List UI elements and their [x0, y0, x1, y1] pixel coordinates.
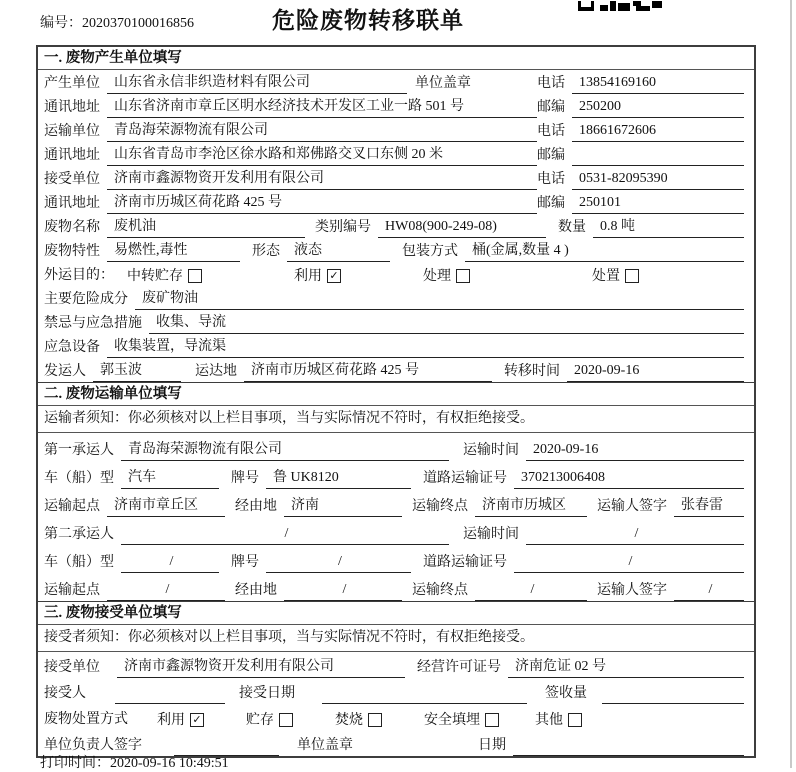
zip-label: 邮编 — [537, 196, 565, 211]
transport-time-value: / — [526, 526, 744, 545]
row-first-carrier — [38, 433, 754, 461]
vehicle-type-value: / — [121, 554, 219, 573]
acceptor-value — [115, 701, 225, 704]
address-label: 通讯地址 — [44, 100, 100, 115]
destination-value: 济南市历城区荷花路 425 号 — [244, 359, 492, 382]
waste-name-label: 废物名称 — [44, 220, 100, 235]
transporter-value: 青岛海荣源物流有限公司 — [107, 119, 537, 142]
route-via-value: 济南 — [284, 494, 402, 517]
waste-code-label: 类别编号 — [315, 220, 371, 235]
row-emergency-equipment — [38, 334, 754, 358]
print-time-label: 打印时间： — [40, 756, 110, 771]
address-value: 济南市历城区荷花路 425 号 — [107, 191, 537, 214]
transporter-notice: 运输者须知：你必须核对以上栏目事项，当与实际情况不符时，有权拒绝接受。 — [38, 406, 754, 433]
permit-label: 经营许可证号 — [417, 660, 501, 675]
transfer-manifest-form — [36, 45, 756, 758]
unit-signer-label: 单位负责人签字 — [44, 738, 142, 753]
row-transfer-purpose — [38, 262, 754, 286]
carrier-sign-label: 运输人签字 — [597, 499, 667, 514]
dispatcher-value: 郭玉波 — [93, 359, 181, 382]
row-hazard-component — [38, 286, 754, 310]
waste-qty-label: 数量 — [558, 220, 586, 235]
first-carrier-value: 青岛海荣源物流有限公司 — [121, 438, 449, 461]
phone-label: 电话 — [537, 172, 565, 187]
packing-value: 桶(金属,数量 4 ) — [465, 239, 744, 262]
disposal-label: 废物处置方式 — [44, 712, 128, 727]
row-vehicle-1 — [38, 461, 754, 489]
carrier-sign-label: 运输人签字 — [597, 583, 667, 598]
zip-value — [572, 163, 744, 166]
row-receiver-address — [38, 190, 754, 214]
zip-value: 250101 — [572, 195, 744, 214]
waste-name-value: 废机油 — [107, 215, 305, 238]
transport-time-label: 运输时间 — [463, 443, 519, 458]
disposal-option-other: 其他 — [535, 713, 563, 728]
unit-seal-label: 单位盖章 — [297, 738, 353, 753]
transport-time-label: 运输时间 — [463, 527, 519, 542]
route-start-label: 运输起点 — [44, 583, 100, 598]
print-time — [40, 752, 229, 772]
receiving-unit-value: 济南市鑫源物资开发利用有限公司 — [117, 655, 405, 678]
accept-date-label: 接受日期 — [239, 686, 295, 701]
document-header — [0, 0, 796, 44]
accept-date-value — [322, 701, 527, 704]
purpose-option-treat: 处理 — [423, 269, 451, 284]
row-emergency-measures — [38, 310, 754, 334]
phone-value: 0531-82095390 — [572, 171, 744, 190]
date-label: 日期 — [478, 738, 506, 753]
phone-label: 电话 — [537, 124, 565, 139]
received-qty-label: 签收量 — [545, 686, 587, 701]
character-value: 易燃性,毒性 — [107, 239, 240, 262]
route-start-label: 运输起点 — [44, 499, 100, 514]
seal-label: 单位盖章 — [415, 76, 471, 91]
checkbox-incinerate — [368, 713, 382, 727]
vehicle-type-label: 车（船）型 — [44, 555, 114, 570]
section-producer — [38, 47, 754, 382]
plate-value: / — [266, 554, 411, 573]
row-disposal-method — [38, 704, 754, 730]
row-route-1 — [38, 489, 754, 517]
date-value — [513, 753, 744, 756]
hazard-label: 主要危险成分 — [44, 292, 128, 307]
route-via-label: 经由地 — [235, 499, 277, 514]
packing-label: 包装方式 — [402, 244, 458, 259]
phone-value: 13854169160 — [572, 75, 744, 94]
transporter-label: 运输单位 — [44, 124, 100, 139]
route-start-value: / — [107, 582, 225, 601]
emergency-value: 收集、导流 — [149, 311, 744, 334]
zip-value: 250200 — [572, 99, 744, 118]
row-transporter — [38, 118, 754, 142]
acceptor-label: 接受人 — [44, 686, 86, 701]
address-label: 通讯地址 — [44, 196, 100, 211]
emergency-label: 禁忌与应急措施 — [44, 316, 142, 331]
phone-value: 18661672606 — [572, 123, 744, 142]
road-license-label: 道路运输证号 — [423, 471, 507, 486]
carrier-sign-value: 张春雷 — [674, 494, 744, 517]
row-producer — [38, 70, 754, 94]
transport-time-value: 2020-09-16 — [526, 442, 744, 461]
route-via-value: / — [284, 582, 402, 601]
disposal-option-store: 贮存 — [246, 713, 274, 728]
road-license-label: 道路运输证号 — [423, 555, 507, 570]
first-carrier-label: 第一承运人 — [44, 443, 114, 458]
disposal-option-incinerate: 焚烧 — [335, 713, 363, 728]
plate-label: 牌号 — [231, 471, 259, 486]
vehicle-type-value: 汽车 — [121, 466, 219, 489]
permit-value: 济南危证 02 号 — [508, 655, 744, 678]
section2-header: 二. 废物运输单位填写 — [38, 383, 754, 406]
row-producer-address — [38, 94, 754, 118]
road-license-value: 370213006408 — [514, 470, 744, 489]
row-route-2 — [38, 573, 754, 601]
destination-label: 运达地 — [195, 364, 237, 379]
purpose-option-use: 利用 — [294, 269, 322, 284]
receiver-label: 接受单位 — [44, 172, 100, 187]
checkbox-landfill — [485, 713, 499, 727]
purpose-label: 外运目的： — [44, 268, 114, 283]
row-dispatch — [38, 358, 754, 382]
checkbox-use-checked: ✓ — [327, 269, 341, 283]
serial-label: 编号： — [40, 16, 82, 31]
plate-value: 鲁 UK8120 — [266, 466, 411, 489]
transfer-time-value: 2020-09-16 — [567, 363, 744, 382]
row-receiver — [38, 166, 754, 190]
hazard-value: 废矿物油 — [135, 287, 744, 310]
waste-code-value: HW08(900-249-08) — [378, 219, 546, 238]
received-qty-value — [602, 701, 744, 704]
route-via-label: 经由地 — [235, 583, 277, 598]
route-end-label: 运输终点 — [412, 583, 468, 598]
transfer-time-label: 转移时间 — [504, 364, 560, 379]
road-license-value: / — [514, 554, 744, 573]
qr-code-fragment — [578, 0, 662, 16]
form-value: 液态 — [287, 239, 390, 262]
print-time-value: 2020-09-16 10:49:51 — [110, 756, 229, 771]
serial-value: 2020370100016856 — [82, 16, 194, 31]
plate-label: 牌号 — [231, 555, 259, 570]
page-title: 危险废物转移联单 — [272, 8, 464, 33]
producer-label: 产生单位 — [44, 76, 100, 91]
page-right-edge — [790, 0, 792, 768]
dispatcher-label: 发运人 — [44, 364, 86, 379]
row-second-carrier — [38, 517, 754, 545]
waste-qty-value: 0.8 吨 — [593, 215, 744, 238]
equipment-value: 收集装置，导流渠 — [107, 335, 744, 358]
section1-header: 一. 废物产生单位填写 — [38, 47, 754, 70]
disposal-option-landfill: 安全填埋 — [424, 713, 480, 728]
phone-label: 电话 — [537, 76, 565, 91]
section-transporter — [38, 382, 754, 601]
address-label: 通讯地址 — [44, 148, 100, 163]
address-value: 山东省济南市章丘区明水经济技术开发区工业一路 501 号 — [107, 95, 537, 118]
disposal-option-use: 利用 — [157, 713, 185, 728]
zip-label: 邮编 — [537, 100, 565, 115]
route-end-value: / — [475, 582, 587, 601]
checkbox-use-checked: ✓ — [190, 713, 204, 727]
character-label: 废物特性 — [44, 244, 100, 259]
checkbox-dispose — [625, 269, 639, 283]
second-carrier-label: 第二承运人 — [44, 527, 114, 542]
purpose-option-storage: 中转贮存 — [127, 269, 183, 284]
row-receiving-unit — [38, 652, 754, 678]
row-acceptor — [38, 678, 754, 704]
row-waste-name — [38, 214, 754, 238]
form-label: 形态 — [252, 244, 280, 259]
zip-label: 邮编 — [537, 148, 565, 163]
route-end-value: 济南市历城区 — [475, 494, 587, 517]
second-carrier-value: / — [121, 526, 449, 545]
checkbox-other — [568, 713, 582, 727]
vehicle-type-label: 车（船）型 — [44, 471, 114, 486]
route-end-label: 运输终点 — [412, 499, 468, 514]
producer-value: 山东省永信非织造材料有限公司 — [107, 71, 407, 94]
purpose-option-dispose: 处置 — [592, 269, 620, 284]
row-transporter-address — [38, 142, 754, 166]
checkbox-store — [279, 713, 293, 727]
equipment-label: 应急设备 — [44, 340, 100, 355]
checkbox-treat — [456, 269, 470, 283]
address-value: 山东省青岛市李沧区徐水路和郑佛路交叉口东侧 20 米 — [107, 143, 537, 166]
section3-header: 三. 废物接受单位填写 — [38, 602, 754, 625]
carrier-sign-value: / — [674, 582, 744, 601]
receiver-value: 济南市鑫源物资开发利用有限公司 — [107, 167, 537, 190]
receiver-notice: 接受者须知：你必须核对以上栏目事项，当与实际情况不符时，有权拒绝接受。 — [38, 625, 754, 652]
receiving-unit-label: 接受单位 — [44, 660, 100, 675]
row-vehicle-2 — [38, 545, 754, 573]
checkbox-storage — [188, 269, 202, 283]
route-start-value: 济南市章丘区 — [107, 494, 225, 517]
section-receiver — [38, 601, 754, 756]
row-waste-character — [38, 238, 754, 262]
